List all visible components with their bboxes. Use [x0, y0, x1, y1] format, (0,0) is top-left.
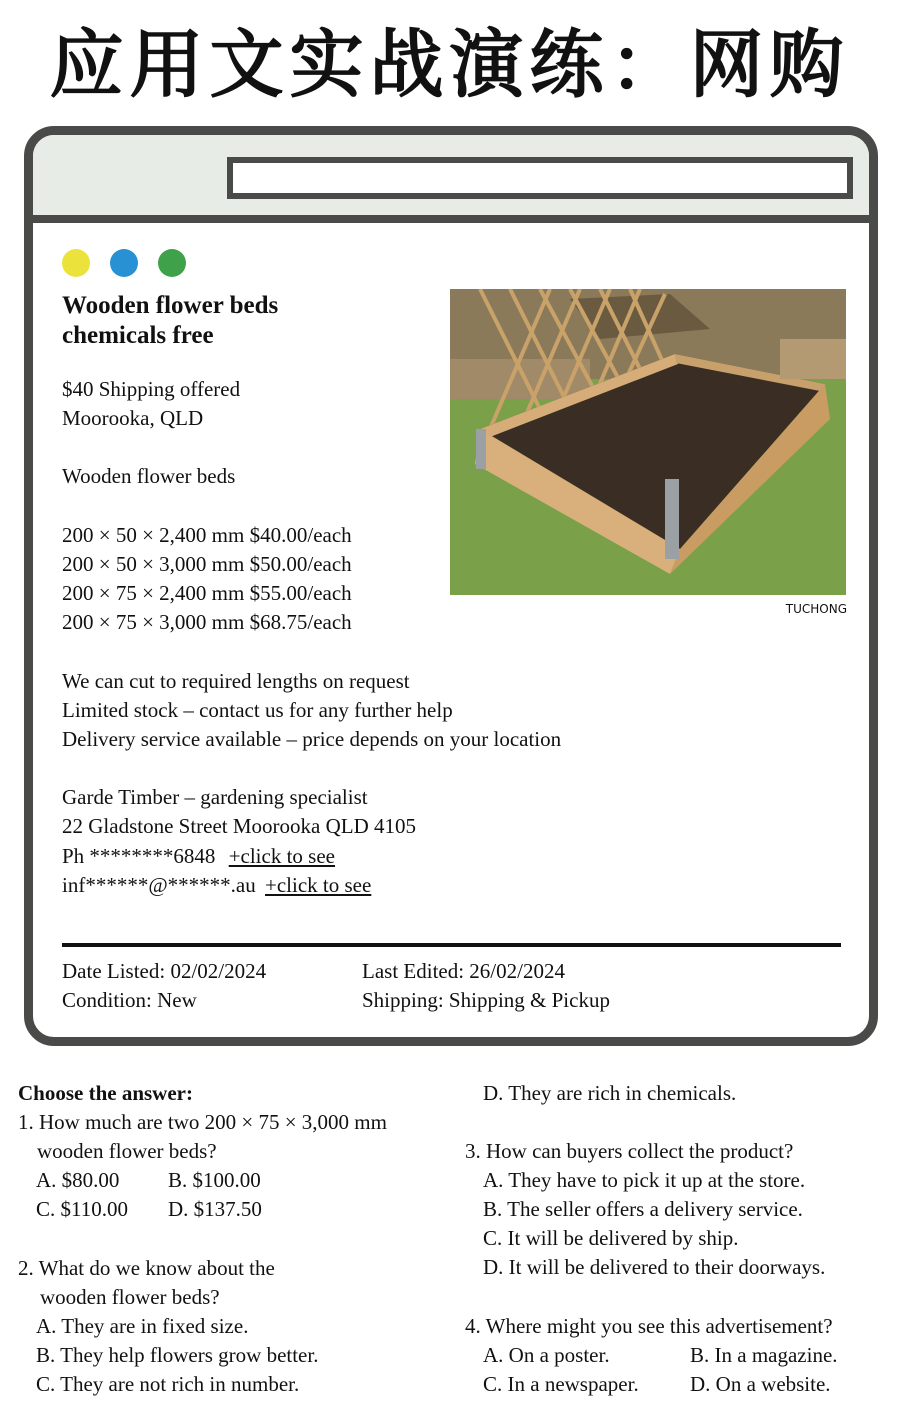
option-1d: D. $137.50: [168, 1197, 262, 1221]
listing-title-line1: Wooden flower beds: [62, 292, 279, 319]
option-3a: A. They have to pick it up at the store.: [483, 1168, 806, 1192]
listing-title-line2: chemicals free: [62, 322, 214, 349]
photo-credit: TUCHONG: [785, 602, 847, 616]
email-reveal-link[interactable]: +click to see: [265, 873, 372, 897]
option-2b: B. They help flowers grow better.: [36, 1343, 319, 1367]
window-dot-yellow[interactable]: [62, 249, 90, 277]
window-dot-green[interactable]: [158, 249, 186, 277]
question-2-cont: wooden flower beds?: [40, 1285, 220, 1309]
phone-reveal-link[interactable]: +click to see: [228, 844, 335, 868]
location: Moorooka, QLD: [62, 406, 204, 430]
shipping-method: Shipping: Shipping & Pickup: [362, 988, 610, 1012]
size-row: 200 × 75 × 3,000 mm $68.75/each: [62, 610, 352, 634]
divider: [62, 943, 841, 947]
note-line: Delivery service available – price depends on your location: [62, 727, 562, 751]
option-1a: A. $80.00: [36, 1168, 120, 1192]
option-2c: C. They are not rich in number.: [36, 1372, 300, 1396]
question-4: 4. Where might you see this advertisement?: [465, 1314, 833, 1338]
note-line: We can cut to required lengths on request: [62, 669, 410, 693]
email-masked: inf******@******.au: [62, 873, 256, 897]
option-1c: C. $110.00: [36, 1197, 128, 1221]
note-line: Limited stock – contact us for any further help: [62, 698, 453, 722]
seller-address: 22 Gladstone Street Moorooka QLD 4105: [62, 814, 417, 838]
option-4d: D. On a website.: [690, 1372, 831, 1396]
option-2a: A. They are in fixed size.: [36, 1314, 249, 1338]
question-1: 1. How much are two 200 × 75 × 3,000 mm: [18, 1110, 387, 1134]
size-row: 200 × 75 × 2,400 mm $55.00/each: [62, 581, 352, 605]
browser-window: [24, 126, 878, 1046]
address-bar[interactable]: [227, 157, 853, 199]
phone-row: [62, 842, 335, 871]
question-1-cont: wooden flower beds?: [37, 1139, 217, 1163]
product-photo: [450, 289, 846, 595]
option-3d: D. It will be delivered to their doorways.: [483, 1255, 826, 1279]
size-row: 200 × 50 × 2,400 mm $40.00/each: [62, 523, 352, 547]
option-4b: B. In a magazine.: [690, 1343, 838, 1367]
option-4c: C. In a newspaper.: [483, 1372, 639, 1396]
question-3: 3. How can buyers collect the product?: [465, 1139, 794, 1163]
product-name: Wooden flower beds: [62, 464, 236, 488]
option-4a: A. On a poster.: [483, 1343, 610, 1367]
option-2d: D. They are rich in chemicals.: [483, 1081, 737, 1105]
question-2: 2. What do we know about the: [18, 1256, 275, 1280]
date-listed: Date Listed: 02/02/2024: [62, 959, 267, 983]
email-row: [62, 871, 371, 900]
option-3c: C. It will be delivered by ship.: [483, 1226, 739, 1250]
questions-heading: Choose the answer:: [18, 1081, 193, 1105]
option-3b: B. The seller offers a delivery service.: [483, 1197, 803, 1221]
last-edited: Last Edited: 26/02/2024: [362, 959, 565, 983]
price-line: $40 Shipping offered: [62, 377, 241, 401]
window-dot-blue[interactable]: [110, 249, 138, 277]
condition: Condition: New: [62, 988, 197, 1012]
browser-toolbar: [33, 135, 869, 223]
phone-masked: Ph ********6848: [62, 844, 216, 868]
option-1b: B. $100.00: [168, 1168, 261, 1192]
page-title: 应用文实战演练：网购: [49, 22, 850, 108]
size-row: 200 × 50 × 3,000 mm $50.00/each: [62, 552, 352, 576]
listing-title: [62, 291, 278, 351]
seller-name: Garde Timber – gardening specialist: [62, 785, 368, 809]
